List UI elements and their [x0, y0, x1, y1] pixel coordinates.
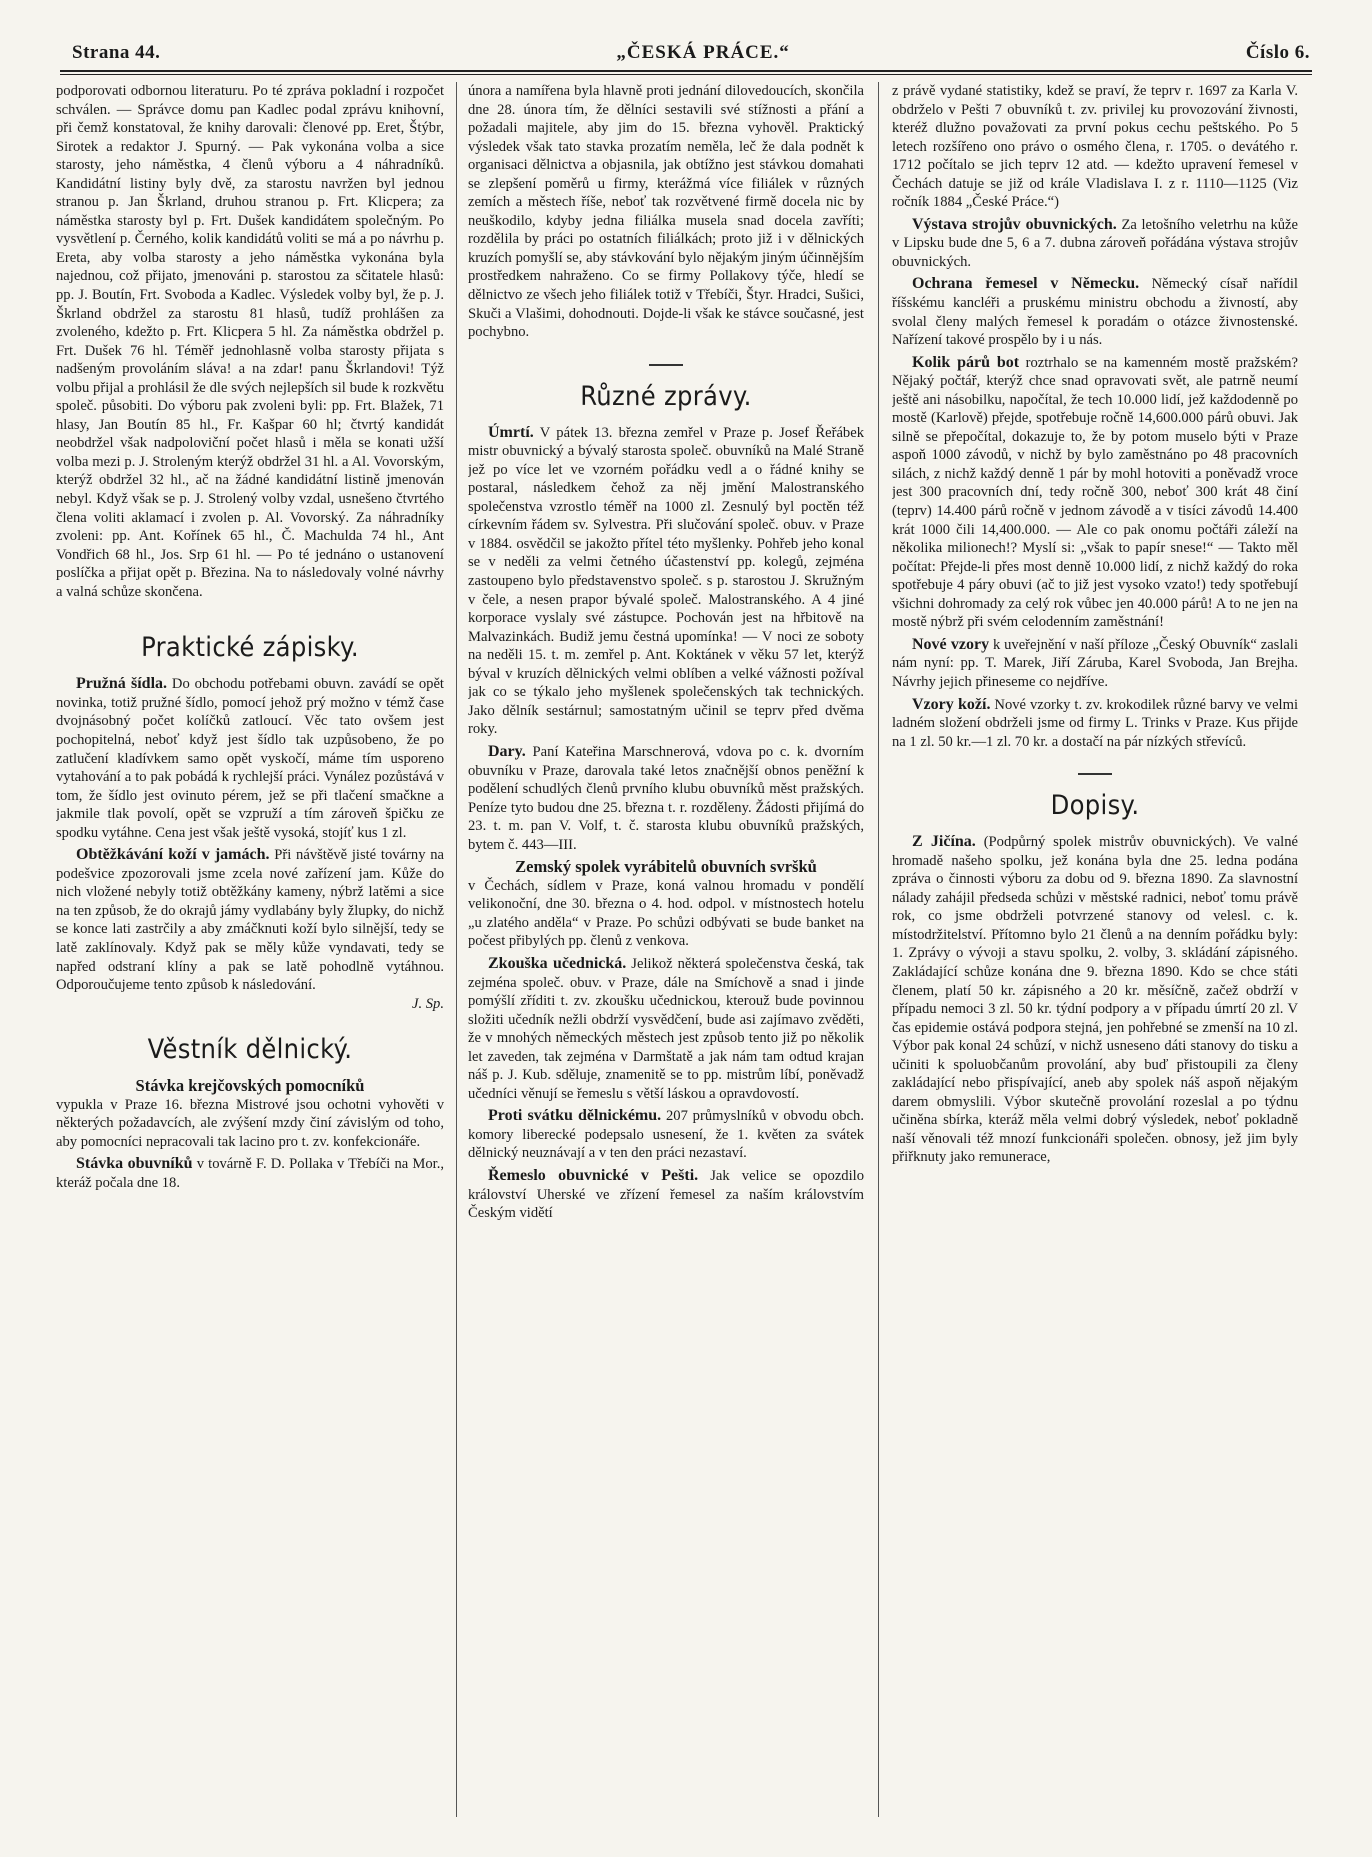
- article-title: Stávka krejčovských pomocníků: [135, 1076, 365, 1096]
- column-divider: [878, 82, 879, 1817]
- article-umrti: [468, 424, 864, 739]
- article-dary: [468, 743, 864, 854]
- article-title: Zemský spolek vyrábitelů obuvních svršků: [515, 857, 817, 877]
- article-vzory-kozi: [892, 696, 1298, 752]
- article-text: Při návštěvě jisté továrny na podešvice zpozorovali jsme zcela nové zařízení jam. Kůže do nich vložené nebyly totiž obtěžkány kameny, nýbrž latěmi a sice na ten způsob, že do okrajů jámy vydlabány byly žlupky, do nichž se konce lati zastrčily a aby zmáčknuti koží bylo silnější, tedy se latě zaklínovaly. Když pak se měly kůže vyndavati, tedy se napřed odstraní klíny a pak se latě pohodlně vytáhnou. Odporoučujeme tento způsob k následování.: [56, 847, 444, 994]
- article-title: Obtěžkávání koží v jamách.: [76, 846, 270, 864]
- article-text: (Podpůrný spolek mistrův obuvnických). Ve valné hromadě našeho spolku, jež konána byla dne 25. ledna podána zpráva o činnosti výboru za dobu od 9. března 1890. Za slavnostní nálady zahájil předseda schůzi v městské radnici, neboť tomu právě rok, co jsme obdrželi potvrzené stanovy od velesl. c. k. místodržitelství. Přítomno bylo 21 členů a na denním pořádku byly: 1. Zprávy o vývoji a stavu spolku, 2. volby, 3. skládání zápisného. Zakládající schůze konána dne 9. března 1890. Kdo se chce státi členem, platí 50 kr. zápisného a 20 kr. měsíčně, začež obdrží v případu nemoci 3 zl. 50 kr. týdní podpory a v případu úmrtí 20 zl. V čas epidemie ostává podpora stejná, jen pohřebné se zmenší na 10 zl. Výbor pak konal 24 schůzí, v nichž usneseno dáti stanovy do tisku a učiniti k spoluobčanům provolání, aby buď přistoupili za členy zakládající nebo přispívající, aneb aby spolek náš aspoň nějakým darem obmyslili. Výbor skutečně provolání rozeslal a po týdnu učiněna sbírka, kteráž měla velmi dobrý výsledek, neboť pokladně naší věnovali též mnozí funkcionáři společen. obnosy, jež jim byly přiřknuty jako remunerace,: [892, 834, 1298, 1166]
- article-pruzna-sidla: [56, 675, 444, 842]
- article-title: Proti svátku dělnickému.: [488, 1107, 662, 1125]
- article-title: Zkouška učednická.: [488, 954, 627, 972]
- section-heading-vestnik: Věstník dělnický.: [147, 1034, 353, 1066]
- header-rule: [60, 70, 1312, 75]
- article-kolik-paru: [892, 354, 1298, 632]
- article-title: Ochrana řemesel v Německu.: [912, 275, 1140, 293]
- newspaper-title: „ČESKÁ PRÁCE.“: [616, 42, 790, 63]
- article-text: Do obchodu potřebami obuvn. zavádí se opět novinka, totiž pružné šídlo, pomocí jehož prý možno v témž čase dvojnásobný počet kolíčků zatloucí. Věc tato ovšem jest pochopitelná, neboť když jest šídlo tak uzpůsobeno, že po zatlučení kladívkem samo opět vyskočí, máme tím usporeno vytahování a to pak pobádá k rychlejší práci. Vynález pozůstává v tom, že šídlo jest ovinuto pérem, jež se při tlačení smačkne a jakmile tlak povolí, opět se vzpruží a tím zároveň špičku ze spodku vytáhne. Cena jest však ještě vysoká, stojíť kus 1 zl.: [56, 676, 444, 841]
- article-text: V pátek 13. března zemřel v Praze p. Josef Řeřábek mistr obuvnický a bývalý starosta společ. obuvníků na Malé Straně jež po více let ve vzorném pořádku vedl a o řádné knihy se postaral, následkem čehož za něj jmění Malostranského společenstva vzrostlo téměř na 1000 zl. Zesnulý byl poctěn též církevním řádem sv. Sylvestra. Při slučování společ. obuv. v Praze v 1884. osvědčil se jakožto přítel této myšlenky. Pohřeb jeho konal se v neděli za velmi četného účastenství pp. kolegů, zejména zastoupeno bylo představenstvo společ. s p. starostou J. Skružným v čele, a nesen prapor bývalé společ. Malostranského. A 4 jiné korporace vyslaly své zástupce. Pochován jest na hřbitově na Malvazinkách. Budiž jemu čestná upomínka! — V noci ze soboty na neděli 15. t. m. zemřel p. Ant. Koktánek v věku 57 let, kterýž býval v kruzích dělnických velmi oblíben a velké vážnosti požíval jak co se týkalo jeho myšlenek společenských tak technických. Jako dělník sestárnul; samostatným učinil se teprv před dvěma roky.: [468, 424, 864, 738]
- column-3: [892, 82, 1298, 1817]
- column-1: [56, 82, 444, 1817]
- article-text: Nové vzorky t. zv. krokodilek různé barvy ve velmi ladném složení obdrželi jsme od firmy L. Trinks v Praze. Kus přijde na 1 zl. 50 kr.—1 zl. 70 kr. a dostačí na pár nízkých střevíců.: [892, 696, 1298, 750]
- article-text: v Čechách, sídlem v Praze, koná valnou hromadu v pondělí velikonoční, dne 30. března o 4. hod. odpol. v místnostech hotelu „u zlatého anděla“ v Praze. Po schůzi odbývati se bude banket na počest přibylých pp. členů z venkova.: [468, 877, 864, 950]
- article-text: v továrně F. D. Pollaka v Třebíči na Mor., kteráž počala dne 18.: [56, 1156, 444, 1191]
- article-text: Za letošního veletrhu na kůže v Lipsku bude dne 5, 6 a 7. dubna zároveň pořádána výstava strojův obuvnických.: [892, 216, 1298, 270]
- issue-number: Číslo 6.: [1245, 42, 1310, 63]
- section-heading-prakticke: Praktické zápisky.: [141, 632, 359, 664]
- article-title: Vzory koží.: [912, 695, 991, 713]
- article-text: roztrhalo se na kamenném mostě pražském? Nějaký počtář, kterýž chce snad opravovati svět, ale patrně neumí ještě ani násobilku, napočítal, že tech 10.000 lidí, jež každodenně po mostě (Karlově) přejde, spotřebuje ročně 14,600.000 párů obuvi. Jak silně se přepočítal, dokazuje to, že by potom muselo býti v Praze aspoň 1000 závodů, v nichž by bylo zaměstnáno po 48 pracovních silách, z nichž každý denně 1 pár by mohl hotoviti a poněvadž vroce jest 300 pracovních dní, tedy ročně 300, neboť 300 krát 48 činí (teprv) 14.400 párů ročně v jednom závodě a v tisíci závodů 14.400 krát 1000 čili 14,400.000. — Ale co pak onomu počtáři záleží na několika milionech!? Myslí si: „však to papír snese!“ — Takto měl počítat: Přejde-li přes most denně 10.000 lidí, z nichž každý do roka spotřebuje 4 páry obuvi (ač to již jest vysoko vzato!) tedy spotřebují všichni dohromady za celý rok vůbec jen 40.000 párů! A to ne jen na mostě nýbrž při svém celodenním zaměstnání!: [892, 354, 1298, 631]
- article-title: Stávka obuvníků: [76, 1155, 193, 1173]
- article-text: Jak velice se opozdilo království Uherské ve zřízení řemesel za naším královstvím Českým vidětí: [468, 1167, 864, 1222]
- article-text: Paní Kateřina Marschnerová, vdova po c. k. dvorním obuvníku v Praze, darovala také letos značnější obnos peněžní k podělení schudlých členů prvního klubu obuvníků měst pražských. Peníze tyto budou dne 25. března t. r. rozděleny. Žádosti přijímá do 23. t. m. pan V. Volf, t. č. starosta klubu obuvníků pražských, bytem č. 443—III.: [468, 743, 864, 853]
- article-stavka-obuvniku: [56, 1155, 444, 1192]
- article-continuation: února a namířena byla hlavně proti jednání dilovedoucích, skončila dne 28. února tím, že dělníci sestavili své stížnosti a přání a požadali majitele, aby jim do 15. března vyhověl. Praktický výsledek však tato stavka prozatím neměla, leč že dala podnět k organisaci dělnictva a objasnila, jak obtížno jest stávkou domahati se zlepšení poměrů u firmy, kterážmá více filiálek v různých zemích a městech říše, neboť tak rozvětvené firmě docela nic by neuškodilo, kdyby jedna filiálka musela snad docela zavříti; rozdělila by práci po ostatních filiálkách; proto již i v dělnických kruzích pomyšlí se, aby stávkování bylo nějakým jiným účinnějším prostředkem nahraženo. Co se firmy Pollakovy týče, hledí se dělnictvo ze všech jeho filiálek totiž v Třebíči, Štyr. Hradci, Sušici, Skuči a Vlašimi, dohodnouti. Dojde-li však ke stávce současné, jest pochybno.: [468, 83, 864, 341]
- article-title: Kolik párů bot: [912, 353, 1020, 371]
- article-continuation: z právě vydané statistiky, kdež se praví, že teprv r. 1697 za Karla V. obdrželo v Pešti 7 obuvníků t. zv. privilej ku provozování živnosti, kteréž dlužno považovati za první pokus cechu peštského. Po 5 letech rozšířeno ono právo o osmého člena, r. 1705. o devátého r. 1712 počítalo se jich teprv 12 atd. — kdežto upravení řemesel v Čechách datuje se již od krále Vladislava I. z r. 1110—1125 (Viz ročník 1884 „České Práce.“): [892, 83, 1298, 211]
- article-title: Dary.: [488, 742, 526, 760]
- article-title: Pružná šídla.: [76, 675, 168, 693]
- article-text: Německý císař nařídil říšskému kancléři a pruskému ministru obchodu a živností, aby svolal členy malých řemesel k poradám o otázce živnostenské. Nařízení takové prospělo by i u nás.: [892, 276, 1298, 349]
- article-zkouska: [468, 955, 864, 1103]
- column-divider: [456, 82, 457, 1817]
- article-title: Řemeslo obuvnické v Pešti.: [488, 1166, 699, 1184]
- article-text: vypukla v Praze 16. března Mistrové jsou ochotni vyhověti v některých požadavcích, ale zvýšení mzdy činí závislým od toho, aby pomocníci nepracovali tak lacino pro t. zv. konfekcionáře.: [56, 1096, 444, 1150]
- article-title: Z Jičína.: [912, 833, 976, 851]
- article-text: k uveřejnění v naší příloze „Český Obuvník“ zaslali nám nyní: pp. T. Marek, Jiří Záruba, Karel Svoboda, Jan Brejha. Návrhy jejich přineseme co nejdříve.: [892, 636, 1298, 690]
- article-text: Jelikož některá společenstva česká, tak zejména společ. obuv. v Praze, dále na Smíchově a snad i jinde pomýšlí zříditi t. zv. zkoušku učednickou, kterouž bude povinnou složiti učedník nežli obdrží vysvědčení, bude asi zajímavo zvěděti, že v mnohých německých městech jest způsob tento již po několik let zaveden, tak zejména v Darmštatě a jak nám tam odtud krajan náš p. J. Kub. sděluje, znamenitě se to pp. mistrům líbí, poněvadž učedníci věnují se řemeslu s větší láskou a opravdovostí.: [468, 955, 864, 1102]
- page-number: Strana 44.: [72, 42, 161, 63]
- section-divider: [649, 364, 683, 366]
- article-nove-vzory: [892, 636, 1298, 692]
- article-title: Nové vzory: [912, 635, 990, 653]
- article-title: Úmrtí.: [488, 423, 534, 441]
- article-z-jicina: [892, 833, 1298, 1167]
- article-continuation: podporovati odbornou literaturu. Po té zpráva pokladní i rozpočet schválen. — Správce domu pan Kadlec podal zprávu knihovní, při čemž konstatoval, že knihy darovali: členové pp. Eret, Štýbr, Sirotek a redaktor J. Spurný. — Pak vykonána volba a sice starosty, jeho náměstka, 4 členů výboru a 4 náhradníků. Kandidátní listiny byly dvě, za starostu navržen byl jednou stranou p. Jan Škrland, druhou stranou p. Frt. Klicpera; za náměstka starosty byl p. Frt. Dušek kandidátem společným. Po vysvětlení p. Černého, kolik kandidátů voliti se má a po návrhu p. Ereta, aby volba starosty a jeho náměstka vykonána byla najednou, což přijato, jmenováni p. starostou za sčitatele hlasů: pp. J. Boutín, Frt. Svoboda a Kadlec. Výsledek volby byl, že p. J. Škrland obdržel za starostu 81 hlasů, tudíž prohlášen za zvoleného, kdežto p. Frt. Klicpera 5 hl. Za náměstka obdržel p. Frt. Dušek 76 hl. Téměř jednohlasně volba starosty přijata s nadšeným provoláním sláva! a na zdar! panu Škrlandovi! Týž volbu přijal a prohlásil že dle svých nejlepších sil bude k rozkvětu společ. působiti. Do výboru pak zvoleni byli: pp. Frt. Blažek, 71 hlasy, Jan Boutín 85 hl., Fr. Kašpar 60 hl; čtvrtý kandidát neobdržel však nadpoloviční počet hlasů i měla se konati užší volba mezi p. J. Stroleným kterýž obdržel 31 hl. a Al. Vovorským, kterýž obdržel 32 hl., ač na žádné kandidátní listině jmenován nebyl. Když však se p. J. Strolený volby vzdal, usnešeno čtvrtého člena voliti aklamací i zvolen p. Al. Vovorský. Za náhradníky zvoleni: pp. Ant. Kořínek 65 hl., Č. Machulda 74 hl., Ant Vondřich 68 hl., Jos. Srp 61 hl. — Po té jednáno o ustanovení poslíčka a přijat opět p. Březina. Na to následovaly volné návrhy a valná schůze skončena.: [56, 83, 444, 600]
- article-proti-svatku: [468, 1107, 864, 1163]
- section-divider: [1078, 773, 1112, 775]
- section-heading-ruzne: Různé zprávy.: [580, 380, 752, 412]
- article-obtezkavani: [56, 846, 444, 994]
- page-header: [72, 34, 1310, 64]
- article-text: 207 průmyslníků v obvodu obch. komory liberecké podepsalo usnesení, že 1. květen za svátek dělnický neuznávají a v ten den práci nezastaví.: [468, 1108, 864, 1162]
- author-signature: J. Sp.: [411, 995, 444, 1012]
- article-ochrana: [892, 275, 1298, 349]
- article-remeslo-pest: [468, 1167, 864, 1223]
- section-heading-dopisy: Dopisy.: [1050, 790, 1140, 822]
- column-2: [468, 82, 864, 1817]
- article-title: Výstava strojův obuvnických.: [912, 215, 1117, 233]
- article-vystava: [892, 216, 1298, 272]
